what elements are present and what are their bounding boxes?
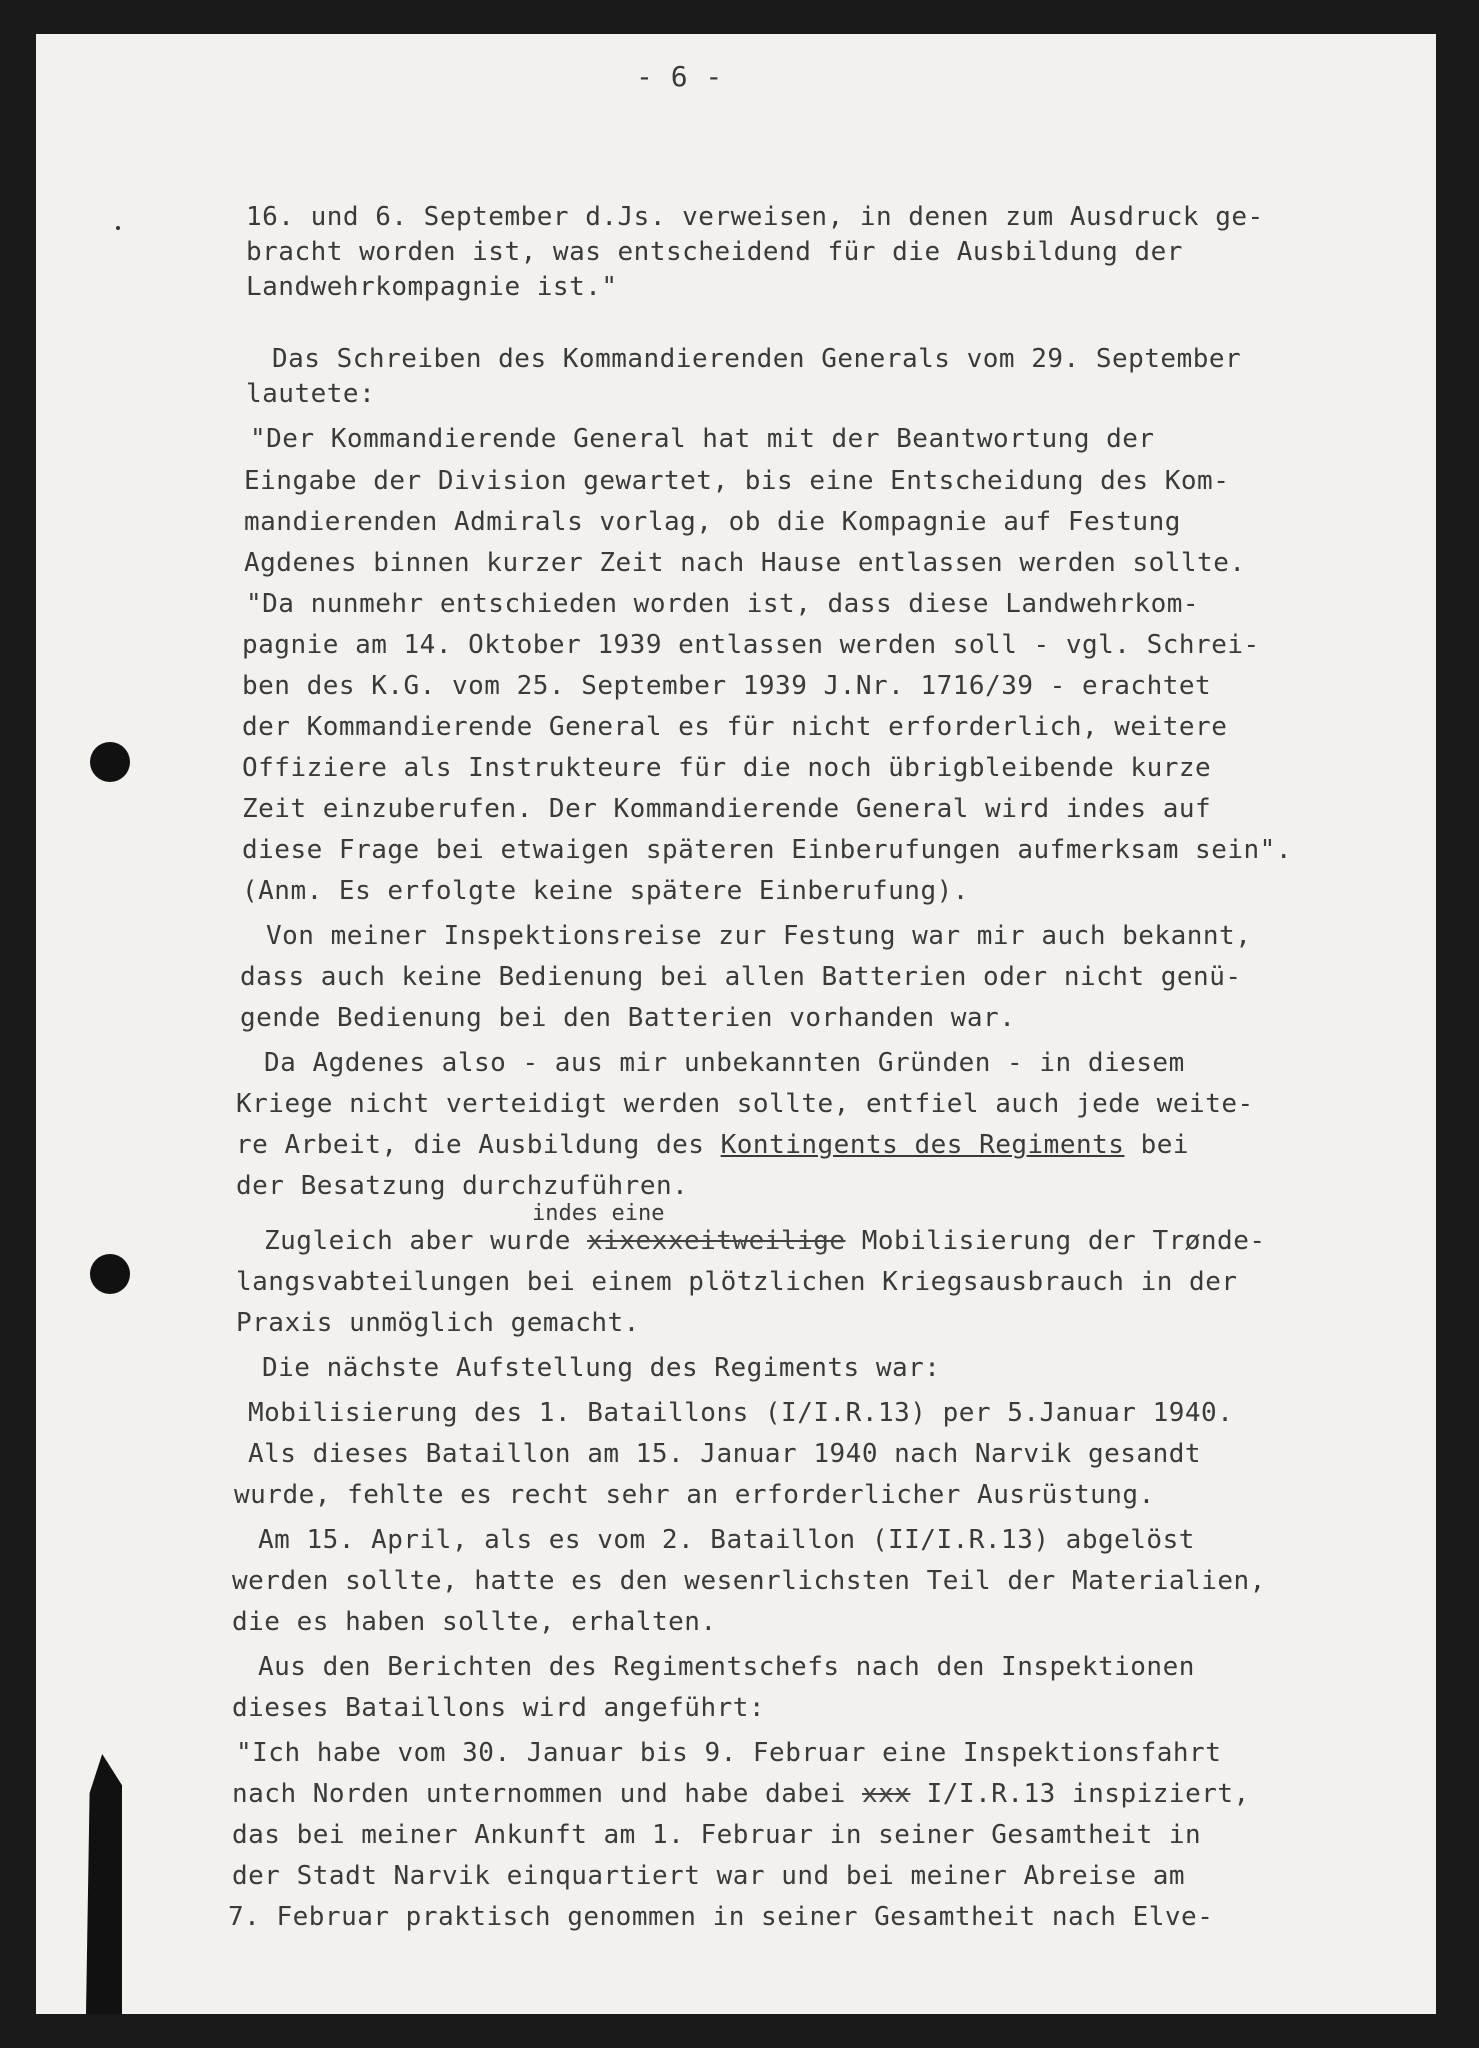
text-line: Die nächste Aufstellung des Regiments war: — [262, 1353, 941, 1383]
text-line: Landwehrkompagnie ist." — [246, 272, 618, 302]
struck-text: xixexxeitweilige — [587, 1226, 846, 1256]
text-line: Zeit einzuberufen. Der Kommandierende General wird indes auf — [242, 794, 1212, 824]
punch-hole — [90, 1254, 130, 1294]
text-line: mandierenden Admirals vorlag, ob die Kompagnie auf Festung — [244, 507, 1181, 537]
text-line: ben des K.G. vom 25. September 1939 J.Nr. 1716/39 - erachtet — [242, 671, 1212, 701]
text-line: "Ich habe vom 30. Januar bis 9. Februar eine Inspektionsfahrt — [236, 1738, 1222, 1768]
text-line: das bei meiner Ankunft am 1. Februar in seiner Gesamtheit in — [232, 1820, 1202, 1850]
text-line: Am 15. April, als es vom 2. Bataillon (II/I.R.13) abgelöst — [258, 1525, 1195, 1555]
interlinear-insertion: indes eine — [532, 1201, 665, 1226]
text-segment: Mobilisierung der Trønde- — [861, 1226, 1266, 1256]
punch-hole — [90, 742, 130, 782]
text-line-with-strikeout — [232, 1779, 1250, 1809]
text-line: die es haben sollte, erhalten. — [232, 1607, 717, 1637]
text-line: 7. Februar praktisch genommen in seiner Gesamtheit nach Elve- — [228, 1902, 1214, 1932]
text-line: dass auch keine Bedienung bei allen Batterien oder nicht genü- — [240, 962, 1242, 992]
text-line-with-underline — [236, 1130, 1189, 1160]
text-line: Praxis unmöglich gemacht. — [236, 1308, 640, 1338]
text-segment: nach Norden unternommen und habe dabei — [232, 1779, 846, 1809]
text-line: Kriege nicht verteidigt werden sollte, entfiel auch jede weite- — [236, 1089, 1254, 1119]
text-segment: re Arbeit, die Ausbildung des — [236, 1130, 705, 1160]
text-line: Als dieses Bataillon am 15. Januar 1940 nach Narvik gesandt — [248, 1439, 1202, 1469]
text-line: der Besatzung durchzuführen. — [236, 1171, 689, 1201]
text-line: (Anm. Es erfolgte keine spätere Einberufung). — [242, 876, 969, 906]
text-segment: bei — [1140, 1130, 1190, 1160]
text-line: Von meiner Inspektionsreise zur Festung war mir auch bekannt, — [266, 921, 1252, 951]
text-line: langsvabteilungen bei einem plötzlichen Kriegsausbrauch in der — [236, 1267, 1238, 1297]
text-line: Eingabe der Division gewartet, bis eine Entscheidung des Kom- — [244, 466, 1230, 496]
text-line: Aus den Berichten des Regimentschefs nach den Inspektionen — [258, 1652, 1195, 1682]
text-segment: I/I.R.13 inspiziert, — [926, 1779, 1250, 1809]
text-segment: Zugleich aber wurde — [264, 1226, 571, 1256]
text-line: der Stadt Narvik einquartiert war und bei meiner Abreise am — [232, 1861, 1186, 1891]
text-line: gende Bedienung bei den Batterien vorhanden war. — [240, 1003, 1016, 1033]
text-line: wurde, fehlte es recht sehr an erforderlicher Ausrüstung. — [234, 1480, 1155, 1510]
struck-text: xxx — [861, 1779, 911, 1809]
scan-speck — [116, 226, 120, 230]
scan-shadow — [86, 1754, 122, 2014]
text-line: Offiziere als Instrukteure für die noch übrigbleibende kurze — [242, 753, 1212, 783]
page-number: - 6 - — [636, 60, 723, 93]
text-line: der Kommandierende General es für nicht erforderlich, weitere — [242, 712, 1228, 742]
underlined-text: Kontingents des Regiments — [720, 1130, 1125, 1160]
text-line: 16. und 6. September d.Js. verweisen, in denen zum Ausdruck ge- — [246, 202, 1264, 232]
text-line: lautete: — [246, 379, 376, 409]
text-line: pagnie am 14. Oktober 1939 entlassen werden soll - vgl. Schrei- — [242, 630, 1260, 660]
text-line: bracht worden ist, was entscheidend für die Ausbildung der — [246, 237, 1183, 267]
text-line-with-strikeout — [264, 1226, 1266, 1256]
text-line: Da Agdenes also - aus mir unbekannten Gründen - in diesem — [264, 1048, 1185, 1078]
text-line: diese Frage bei etwaigen späteren Einberufungen aufmerksam sein". — [242, 835, 1292, 865]
text-line: Das Schreiben des Kommandierenden Generals vom 29. September — [272, 344, 1242, 374]
document-page — [36, 34, 1436, 2014]
text-line: dieses Bataillons wird angeführt: — [232, 1693, 766, 1723]
text-line: "Der Kommandierende General hat mit der Beantwortung der — [250, 424, 1155, 454]
text-line: "Da nunmehr entschieden worden ist, dass diese Landwehrkom- — [246, 589, 1200, 619]
text-line: Mobilisierung des 1. Bataillons (I/I.R.13) per 5.Januar 1940. — [248, 1398, 1234, 1428]
text-line: Agdenes binnen kurzer Zeit nach Hause entlassen werden sollte. — [244, 548, 1246, 578]
text-line: werden sollte, hatte es den wesenrlichsten Teil der Materialien, — [232, 1566, 1266, 1596]
